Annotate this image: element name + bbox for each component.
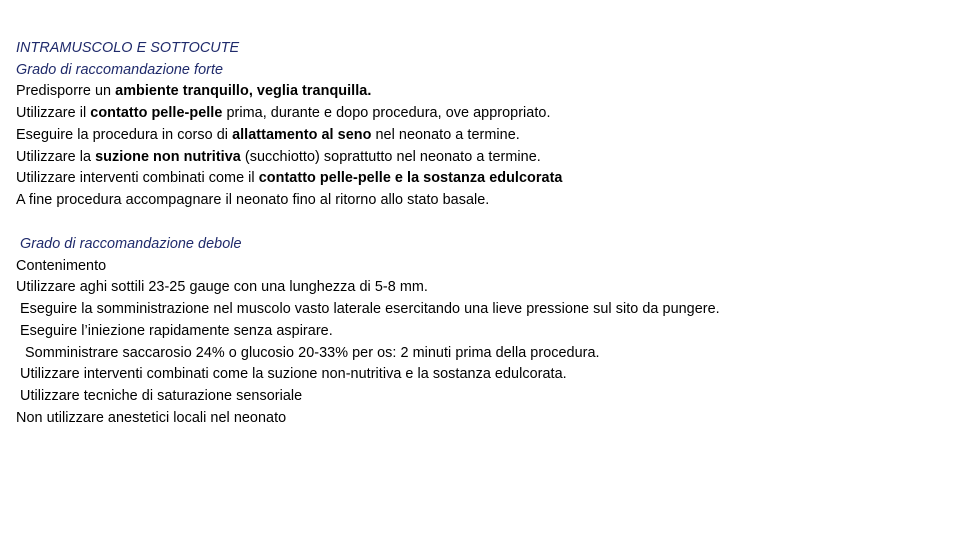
strong-item: Utilizzare la suzione non nutritiva (succhiotto) soprattutto nel neonato a termine. (16, 148, 541, 165)
weak-item: Utilizzare aghi sottili 23-25 gauge con una lunghezza di 5-8 mm. (16, 279, 428, 296)
strong-grade-heading: Grado di raccomandazione forte (16, 61, 224, 78)
strong-item: Predisporre un ambiente tranquillo, veglia tranquilla. (16, 83, 372, 100)
weak-recommendation-block (16, 234, 720, 429)
weak-grade-heading: Grado di raccomandazione debole (20, 236, 242, 252)
weak-item: Eseguire la somministrazione nel muscolo vasto laterale esercitando una lieve pressione sul sito da pungere. (20, 301, 720, 318)
section-title: INTRAMUSCOLO E SOTTOCUTE (16, 40, 240, 56)
strong-item: A fine procedura accompagnare il neonato fino al ritorno allo stato basale. (16, 191, 490, 208)
weak-item: Contenimento (16, 257, 107, 274)
weak-item: Utilizzare interventi combinati come la suzione non-nutritiva e la sostanza edulcorata. (20, 366, 567, 383)
strong-recommendation-block (16, 38, 562, 212)
weak-item: Eseguire l’iniezione rapidamente senza aspirare. (20, 322, 333, 339)
weak-item: Utilizzare tecniche di saturazione sensoriale (20, 387, 303, 404)
weak-item: Non utilizzare anestetici locali nel neonato (16, 409, 287, 426)
strong-item: Utilizzare interventi combinati come il contatto pelle-pelle e la sostanza edulcorata (16, 170, 563, 187)
weak-item: Somministrare saccarosio 24% o glucosio 20-33% per os: 2 minuti prima della procedura. (25, 344, 600, 361)
strong-item: Eseguire la procedura in corso di allattamento al seno nel neonato a termine. (16, 126, 520, 143)
strong-item: Utilizzare il contatto pelle-pelle prima, durante e dopo procedura, ove appropriato. (16, 105, 551, 122)
